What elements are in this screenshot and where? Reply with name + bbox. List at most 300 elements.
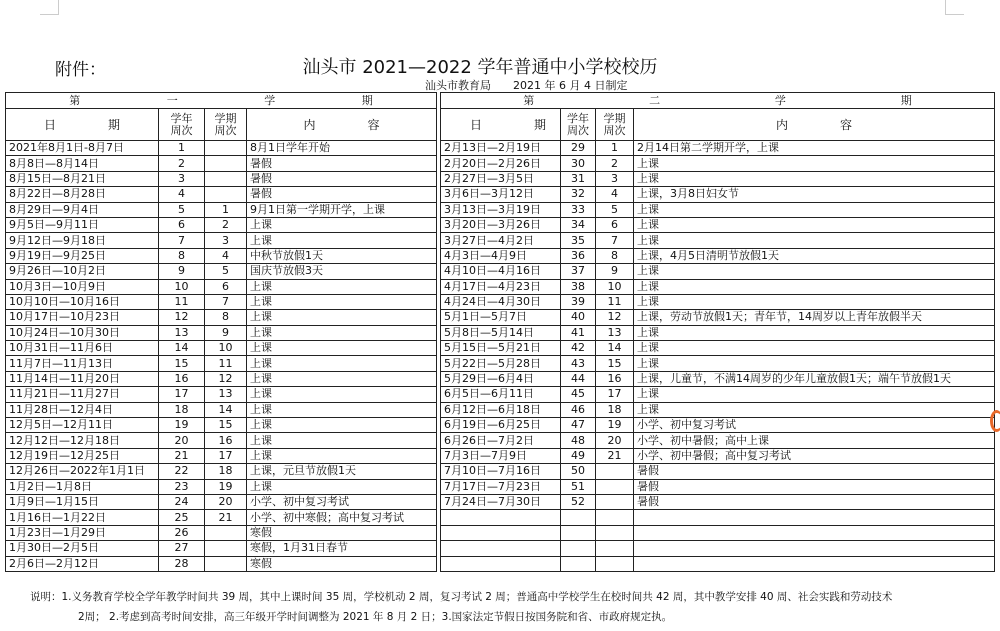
week-content: 暑假 xyxy=(247,187,437,202)
year-week: 15 xyxy=(159,356,205,371)
term-week: 19 xyxy=(205,479,247,494)
week-content: 上课 xyxy=(634,402,995,417)
term-week: 1 xyxy=(596,141,634,156)
content-header: 内 容 xyxy=(247,109,437,141)
week-content: 暑假 xyxy=(247,171,437,186)
term-week: 7 xyxy=(205,294,247,309)
week-date: 5月29日—6月4日 xyxy=(441,371,561,386)
week-content: 上课 xyxy=(247,294,437,309)
term-week: 13 xyxy=(205,387,247,402)
note-line: 2周； 2.考虑到高考时间安排，高三年级开学时间调整为 2021 年 8 月 2 日；3.国家法定节假日按国务院和省、市政府规定执。 xyxy=(78,611,673,623)
term-week: 12 xyxy=(596,310,634,325)
week-content: 寒假 xyxy=(247,525,437,540)
week-date xyxy=(441,556,561,571)
table-row xyxy=(441,525,995,540)
year-week: 41 xyxy=(561,325,596,340)
date-header: 日 期 xyxy=(6,109,159,141)
week-date: 12月26日—2022年1月1日 xyxy=(6,464,159,479)
year-week: 27 xyxy=(159,541,205,556)
week-content: 上课，3月8日妇女节 xyxy=(634,187,995,202)
week-content: 上课 xyxy=(634,202,995,217)
week-date xyxy=(441,525,561,540)
year-week: 5 xyxy=(159,202,205,217)
week-date: 7月10日—7月16日 xyxy=(441,464,561,479)
term-week: 11 xyxy=(205,356,247,371)
table-row xyxy=(441,341,995,356)
table-row xyxy=(441,279,995,294)
week-content xyxy=(634,510,995,525)
week-content: 上课 xyxy=(634,387,995,402)
term-week: 16 xyxy=(205,433,247,448)
year-week: 29 xyxy=(561,141,596,156)
term-week: 18 xyxy=(205,464,247,479)
week-content: 上课 xyxy=(247,448,437,463)
term-week xyxy=(205,156,247,171)
term-week: 6 xyxy=(205,279,247,294)
year-week: 4 xyxy=(159,187,205,202)
table-row xyxy=(441,418,995,433)
table-row xyxy=(441,541,995,556)
week-date: 2月6日—2月12日 xyxy=(6,556,159,571)
week-content: 国庆节放假3天 xyxy=(247,264,437,279)
week-date: 11月7日—11月13日 xyxy=(6,356,159,371)
week-content: 小学、初中暑假；高中上课 xyxy=(634,433,995,448)
year-week xyxy=(561,541,596,556)
week-date: 1月2日—1月8日 xyxy=(6,479,159,494)
week-content: 上课 xyxy=(634,279,995,294)
week-content: 上课 xyxy=(247,217,437,232)
term-week: 10 xyxy=(596,279,634,294)
year-week: 11 xyxy=(159,294,205,309)
term-week xyxy=(205,171,247,186)
term-week: 20 xyxy=(205,494,247,509)
week-date: 4月24日—4月30日 xyxy=(441,294,561,309)
table-row xyxy=(441,294,995,309)
week-content: 上课 xyxy=(247,325,437,340)
week-content: 9月1日第一学期开学，上课 xyxy=(247,202,437,217)
term-week xyxy=(596,479,634,494)
week-content: 上课 xyxy=(634,171,995,186)
week-date: 9月19日—9月25日 xyxy=(6,248,159,263)
week-content: 上课 xyxy=(634,294,995,309)
week-content: 8月1日学年开始 xyxy=(247,141,437,156)
table-row xyxy=(441,171,995,186)
table-row xyxy=(6,294,437,309)
year-week xyxy=(561,556,596,571)
week-content: 上课，劳动节放假1天；青年节，14周岁以上青年放假半天 xyxy=(634,310,995,325)
year-week: 33 xyxy=(561,202,596,217)
year-week: 1 xyxy=(159,141,205,156)
year-week: 34 xyxy=(561,217,596,232)
term-week: 4 xyxy=(596,187,634,202)
table-row xyxy=(6,371,437,386)
year-week: 48 xyxy=(561,433,596,448)
week-content: 上课 xyxy=(247,387,437,402)
year-week: 23 xyxy=(159,479,205,494)
week-content: 上课 xyxy=(247,371,437,386)
table-row xyxy=(441,248,995,263)
week-date: 9月5日—9月11日 xyxy=(6,217,159,232)
term-week: 21 xyxy=(205,510,247,525)
year-week: 42 xyxy=(561,341,596,356)
term-week xyxy=(596,510,634,525)
table-row xyxy=(6,233,437,248)
table-row xyxy=(441,156,995,171)
attachment-label: 附件： xyxy=(55,60,106,80)
term-week: 5 xyxy=(205,264,247,279)
year-week: 9 xyxy=(159,264,205,279)
week-content: 上课 xyxy=(247,479,437,494)
week-content: 寒假，1月31日春节 xyxy=(247,541,437,556)
term-week xyxy=(596,541,634,556)
week-date: 2月13日—2月19日 xyxy=(441,141,561,156)
term-week: 3 xyxy=(205,233,247,248)
year-week: 16 xyxy=(159,371,205,386)
table-row xyxy=(441,187,995,202)
week-date: 10月24日—10月30日 xyxy=(6,325,159,340)
table-row xyxy=(6,510,437,525)
term-week: 17 xyxy=(205,448,247,463)
week-content: 寒假 xyxy=(247,556,437,571)
table-row xyxy=(441,233,995,248)
table-row xyxy=(6,556,437,571)
week-date: 12月19日—12月25日 xyxy=(6,448,159,463)
week-content: 小学、初中寒假；高中复习考试 xyxy=(247,510,437,525)
year-week: 13 xyxy=(159,325,205,340)
term-week: 19 xyxy=(596,418,634,433)
week-date: 6月19日—6月25日 xyxy=(441,418,561,433)
week-date xyxy=(441,541,561,556)
table-row xyxy=(6,525,437,540)
term-week: 2 xyxy=(596,156,634,171)
year-week: 39 xyxy=(561,294,596,309)
table-row xyxy=(441,510,995,525)
week-content: 上课，元旦节放假1天 xyxy=(247,464,437,479)
week-content: 中秋节放假1天 xyxy=(247,248,437,263)
week-date: 4月3日—4月9日 xyxy=(441,248,561,263)
week-content: 上课 xyxy=(634,264,995,279)
week-date: 12月5日—12月11日 xyxy=(6,418,159,433)
week-content: 小学、初中复习考试 xyxy=(247,494,437,509)
term-week-header: 学期 周次 xyxy=(205,109,247,141)
table-row xyxy=(6,202,437,217)
week-date: 8月22日—8月28日 xyxy=(6,187,159,202)
week-date: 7月17日—7月23日 xyxy=(441,479,561,494)
week-date: 3月6日—3月12日 xyxy=(441,187,561,202)
term-week: 20 xyxy=(596,433,634,448)
week-date: 2021年8月1日-8月7日 xyxy=(6,141,159,156)
year-week: 6 xyxy=(159,217,205,232)
term-week: 8 xyxy=(596,248,634,263)
term-week: 3 xyxy=(596,171,634,186)
year-week xyxy=(561,510,596,525)
document-subtitle xyxy=(425,77,649,93)
week-content: 上课 xyxy=(247,433,437,448)
year-week: 22 xyxy=(159,464,205,479)
week-date: 4月17日—4月23日 xyxy=(441,279,561,294)
table-row xyxy=(441,141,995,156)
week-content: 上课 xyxy=(247,356,437,371)
week-content: 小学、初中复习考试 xyxy=(634,418,995,433)
year-week: 36 xyxy=(561,248,596,263)
date-header: 日 期 xyxy=(441,109,561,141)
week-content: 上课 xyxy=(247,341,437,356)
year-week: 51 xyxy=(561,479,596,494)
year-week: 26 xyxy=(159,525,205,540)
table-row xyxy=(6,541,437,556)
week-content: 上课 xyxy=(247,310,437,325)
table-row xyxy=(6,187,437,202)
table-row xyxy=(441,371,995,386)
table-row xyxy=(441,387,995,402)
week-content: 上课 xyxy=(634,341,995,356)
week-content: 上课 xyxy=(247,279,437,294)
term2-title: 第 二 学 期 xyxy=(441,93,995,109)
week-content xyxy=(634,525,995,540)
year-week: 21 xyxy=(159,448,205,463)
week-date: 11月28日—12月4日 xyxy=(6,402,159,417)
week-date: 6月5日—6月11日 xyxy=(441,387,561,402)
week-date: 8月15日—8月21日 xyxy=(6,171,159,186)
week-date: 9月26日—10月2日 xyxy=(6,264,159,279)
table-row xyxy=(6,433,437,448)
notes xyxy=(30,587,892,627)
week-date: 1月30日—2月5日 xyxy=(6,541,159,556)
table-row xyxy=(441,464,995,479)
table-row xyxy=(441,202,995,217)
table-row xyxy=(6,217,437,232)
year-week: 24 xyxy=(159,494,205,509)
table-row xyxy=(6,402,437,417)
year-week: 47 xyxy=(561,418,596,433)
term-week: 11 xyxy=(596,294,634,309)
week-content: 小学、初中暑假；高中复习考试 xyxy=(634,448,995,463)
table-row xyxy=(6,171,437,186)
term-week xyxy=(205,187,247,202)
week-date: 7月24日—7月30日 xyxy=(441,494,561,509)
table-row xyxy=(6,310,437,325)
year-week: 19 xyxy=(159,418,205,433)
week-date: 2月27日—3月5日 xyxy=(441,171,561,186)
week-date: 10月10日—10月16日 xyxy=(6,294,159,309)
table-row xyxy=(441,356,995,371)
week-content: 上课 xyxy=(634,233,995,248)
year-week: 3 xyxy=(159,171,205,186)
term-week: 14 xyxy=(205,402,247,417)
table-row xyxy=(6,464,437,479)
week-content: 上课，4月5日清明节放假1天 xyxy=(634,248,995,263)
term-week xyxy=(205,141,247,156)
table-row xyxy=(6,341,437,356)
week-date: 12月12日—12月18日 xyxy=(6,433,159,448)
year-week: 28 xyxy=(159,556,205,571)
table-row xyxy=(441,494,995,509)
term-week: 9 xyxy=(596,264,634,279)
term-week: 8 xyxy=(205,310,247,325)
week-date: 3月20日—3月26日 xyxy=(441,217,561,232)
year-week: 38 xyxy=(561,279,596,294)
year-week-header: 学年 周次 xyxy=(561,109,596,141)
term-week: 15 xyxy=(205,418,247,433)
year-week: 49 xyxy=(561,448,596,463)
table-row xyxy=(6,387,437,402)
term-week-header: 学期 周次 xyxy=(596,109,634,141)
floating-widget-icon[interactable] xyxy=(990,410,1000,432)
week-content: 暑假 xyxy=(634,464,995,479)
table-row xyxy=(441,402,995,417)
week-date: 5月1日—5月7日 xyxy=(441,310,561,325)
table-row xyxy=(6,264,437,279)
week-content: 上课 xyxy=(634,156,995,171)
table-row xyxy=(6,141,437,156)
term-week xyxy=(596,525,634,540)
year-week: 44 xyxy=(561,371,596,386)
week-content: 暑假 xyxy=(247,156,437,171)
year-week: 2 xyxy=(159,156,205,171)
week-content: 2月14日第二学期开学，上课 xyxy=(634,141,995,156)
term1-title: 第 一 学 期 xyxy=(6,93,437,109)
week-date: 4月10日—4月16日 xyxy=(441,264,561,279)
term-week: 9 xyxy=(205,325,247,340)
week-date: 5月15日—5月21日 xyxy=(441,341,561,356)
term-week xyxy=(205,541,247,556)
term-week: 2 xyxy=(205,217,247,232)
year-week: 46 xyxy=(561,402,596,417)
term-week: 18 xyxy=(596,402,634,417)
week-date: 5月22日—5月28日 xyxy=(441,356,561,371)
year-week: 18 xyxy=(159,402,205,417)
year-week: 10 xyxy=(159,279,205,294)
table-row xyxy=(441,310,995,325)
week-date: 9月12日—9月18日 xyxy=(6,233,159,248)
year-week: 40 xyxy=(561,310,596,325)
issue-date: 2021 年 6 月 4 日制定 xyxy=(513,79,628,92)
week-content: 上课，儿童节，不满14周岁的少年儿童放假1天；端午节放假1天 xyxy=(634,371,995,386)
term-week xyxy=(596,494,634,509)
content-header: 内 容 xyxy=(634,109,995,141)
week-date: 1月23日—1月29日 xyxy=(6,525,159,540)
term-week: 17 xyxy=(596,387,634,402)
table-row xyxy=(441,217,995,232)
term-week xyxy=(205,556,247,571)
year-week: 8 xyxy=(159,248,205,263)
week-date: 1月16日—1月22日 xyxy=(6,510,159,525)
week-content xyxy=(634,541,995,556)
term1-table xyxy=(5,92,437,572)
term-week xyxy=(596,556,634,571)
week-date: 6月12日—6月18日 xyxy=(441,402,561,417)
table-row xyxy=(441,264,995,279)
week-content: 暑假 xyxy=(634,479,995,494)
term-week: 10 xyxy=(205,341,247,356)
year-week: 50 xyxy=(561,464,596,479)
table-row xyxy=(6,479,437,494)
week-content: 上课 xyxy=(634,217,995,232)
table-row xyxy=(6,279,437,294)
table-row xyxy=(6,248,437,263)
table-row xyxy=(441,556,995,571)
document-title: 汕头市 2021—2022 学年普通中小学校校历 xyxy=(302,57,658,78)
week-date: 10月17日—10月23日 xyxy=(6,310,159,325)
note-line: 说明：1.义务教育学校全学年教学时间共 39 周，其中上课时间 35 周，学校机动 2 周，复习考试 2 周；普通高中学校学生在校时间共 42 周，其中教学安排 40 周、社会实践和劳动技术 xyxy=(30,591,893,603)
week-date: 5月8日—5月14日 xyxy=(441,325,561,340)
term2-table xyxy=(440,92,995,572)
year-week: 20 xyxy=(159,433,205,448)
year-week: 43 xyxy=(561,356,596,371)
page-corner-mark xyxy=(945,0,964,15)
year-week-header: 学年 周次 xyxy=(159,109,205,141)
week-content: 上课 xyxy=(247,402,437,417)
year-week: 32 xyxy=(561,187,596,202)
table-row xyxy=(6,448,437,463)
week-date: 2月20日—2月26日 xyxy=(441,156,561,171)
year-week: 30 xyxy=(561,156,596,171)
week-content: 上课 xyxy=(634,356,995,371)
week-date: 7月3日—7月9日 xyxy=(441,448,561,463)
term-week: 13 xyxy=(596,325,634,340)
term-week: 14 xyxy=(596,341,634,356)
year-week: 45 xyxy=(561,387,596,402)
term-week: 1 xyxy=(205,202,247,217)
term-week: 15 xyxy=(596,356,634,371)
week-date: 6月26日—7月2日 xyxy=(441,433,561,448)
year-week: 37 xyxy=(561,264,596,279)
table-row xyxy=(441,325,995,340)
year-week: 12 xyxy=(159,310,205,325)
term-week: 7 xyxy=(596,233,634,248)
table-row xyxy=(441,433,995,448)
week-content: 上课 xyxy=(247,233,437,248)
year-week: 14 xyxy=(159,341,205,356)
year-week: 17 xyxy=(159,387,205,402)
term-week: 5 xyxy=(596,202,634,217)
term-week xyxy=(596,464,634,479)
week-content xyxy=(634,556,995,571)
term-week: 4 xyxy=(205,248,247,263)
term-week: 12 xyxy=(205,371,247,386)
year-week: 35 xyxy=(561,233,596,248)
year-week: 52 xyxy=(561,494,596,509)
week-date: 3月27日—4月2日 xyxy=(441,233,561,248)
week-content: 上课 xyxy=(634,325,995,340)
week-date: 10月31日—11月6日 xyxy=(6,341,159,356)
week-date: 10月3日—10月9日 xyxy=(6,279,159,294)
year-week: 25 xyxy=(159,510,205,525)
term-week: 16 xyxy=(596,371,634,386)
table-row xyxy=(6,418,437,433)
year-week xyxy=(561,525,596,540)
term-week: 6 xyxy=(596,217,634,232)
week-date: 3月13日—3月19日 xyxy=(441,202,561,217)
table-row xyxy=(441,479,995,494)
table-row xyxy=(6,494,437,509)
week-date: 11月14日—11月20日 xyxy=(6,371,159,386)
term-week xyxy=(205,525,247,540)
week-date: 8月8日—8月14日 xyxy=(6,156,159,171)
year-week: 31 xyxy=(561,171,596,186)
week-date: 1月9日—1月15日 xyxy=(6,494,159,509)
week-date xyxy=(441,510,561,525)
week-content: 上课 xyxy=(247,418,437,433)
week-content: 暑假 xyxy=(634,494,995,509)
year-week: 7 xyxy=(159,233,205,248)
issuer: 汕头市教育局 xyxy=(425,79,491,92)
table-row xyxy=(6,325,437,340)
term-week: 21 xyxy=(596,448,634,463)
week-date: 8月29日—9月4日 xyxy=(6,202,159,217)
week-date: 11月21日—11月27日 xyxy=(6,387,159,402)
table-row xyxy=(6,356,437,371)
